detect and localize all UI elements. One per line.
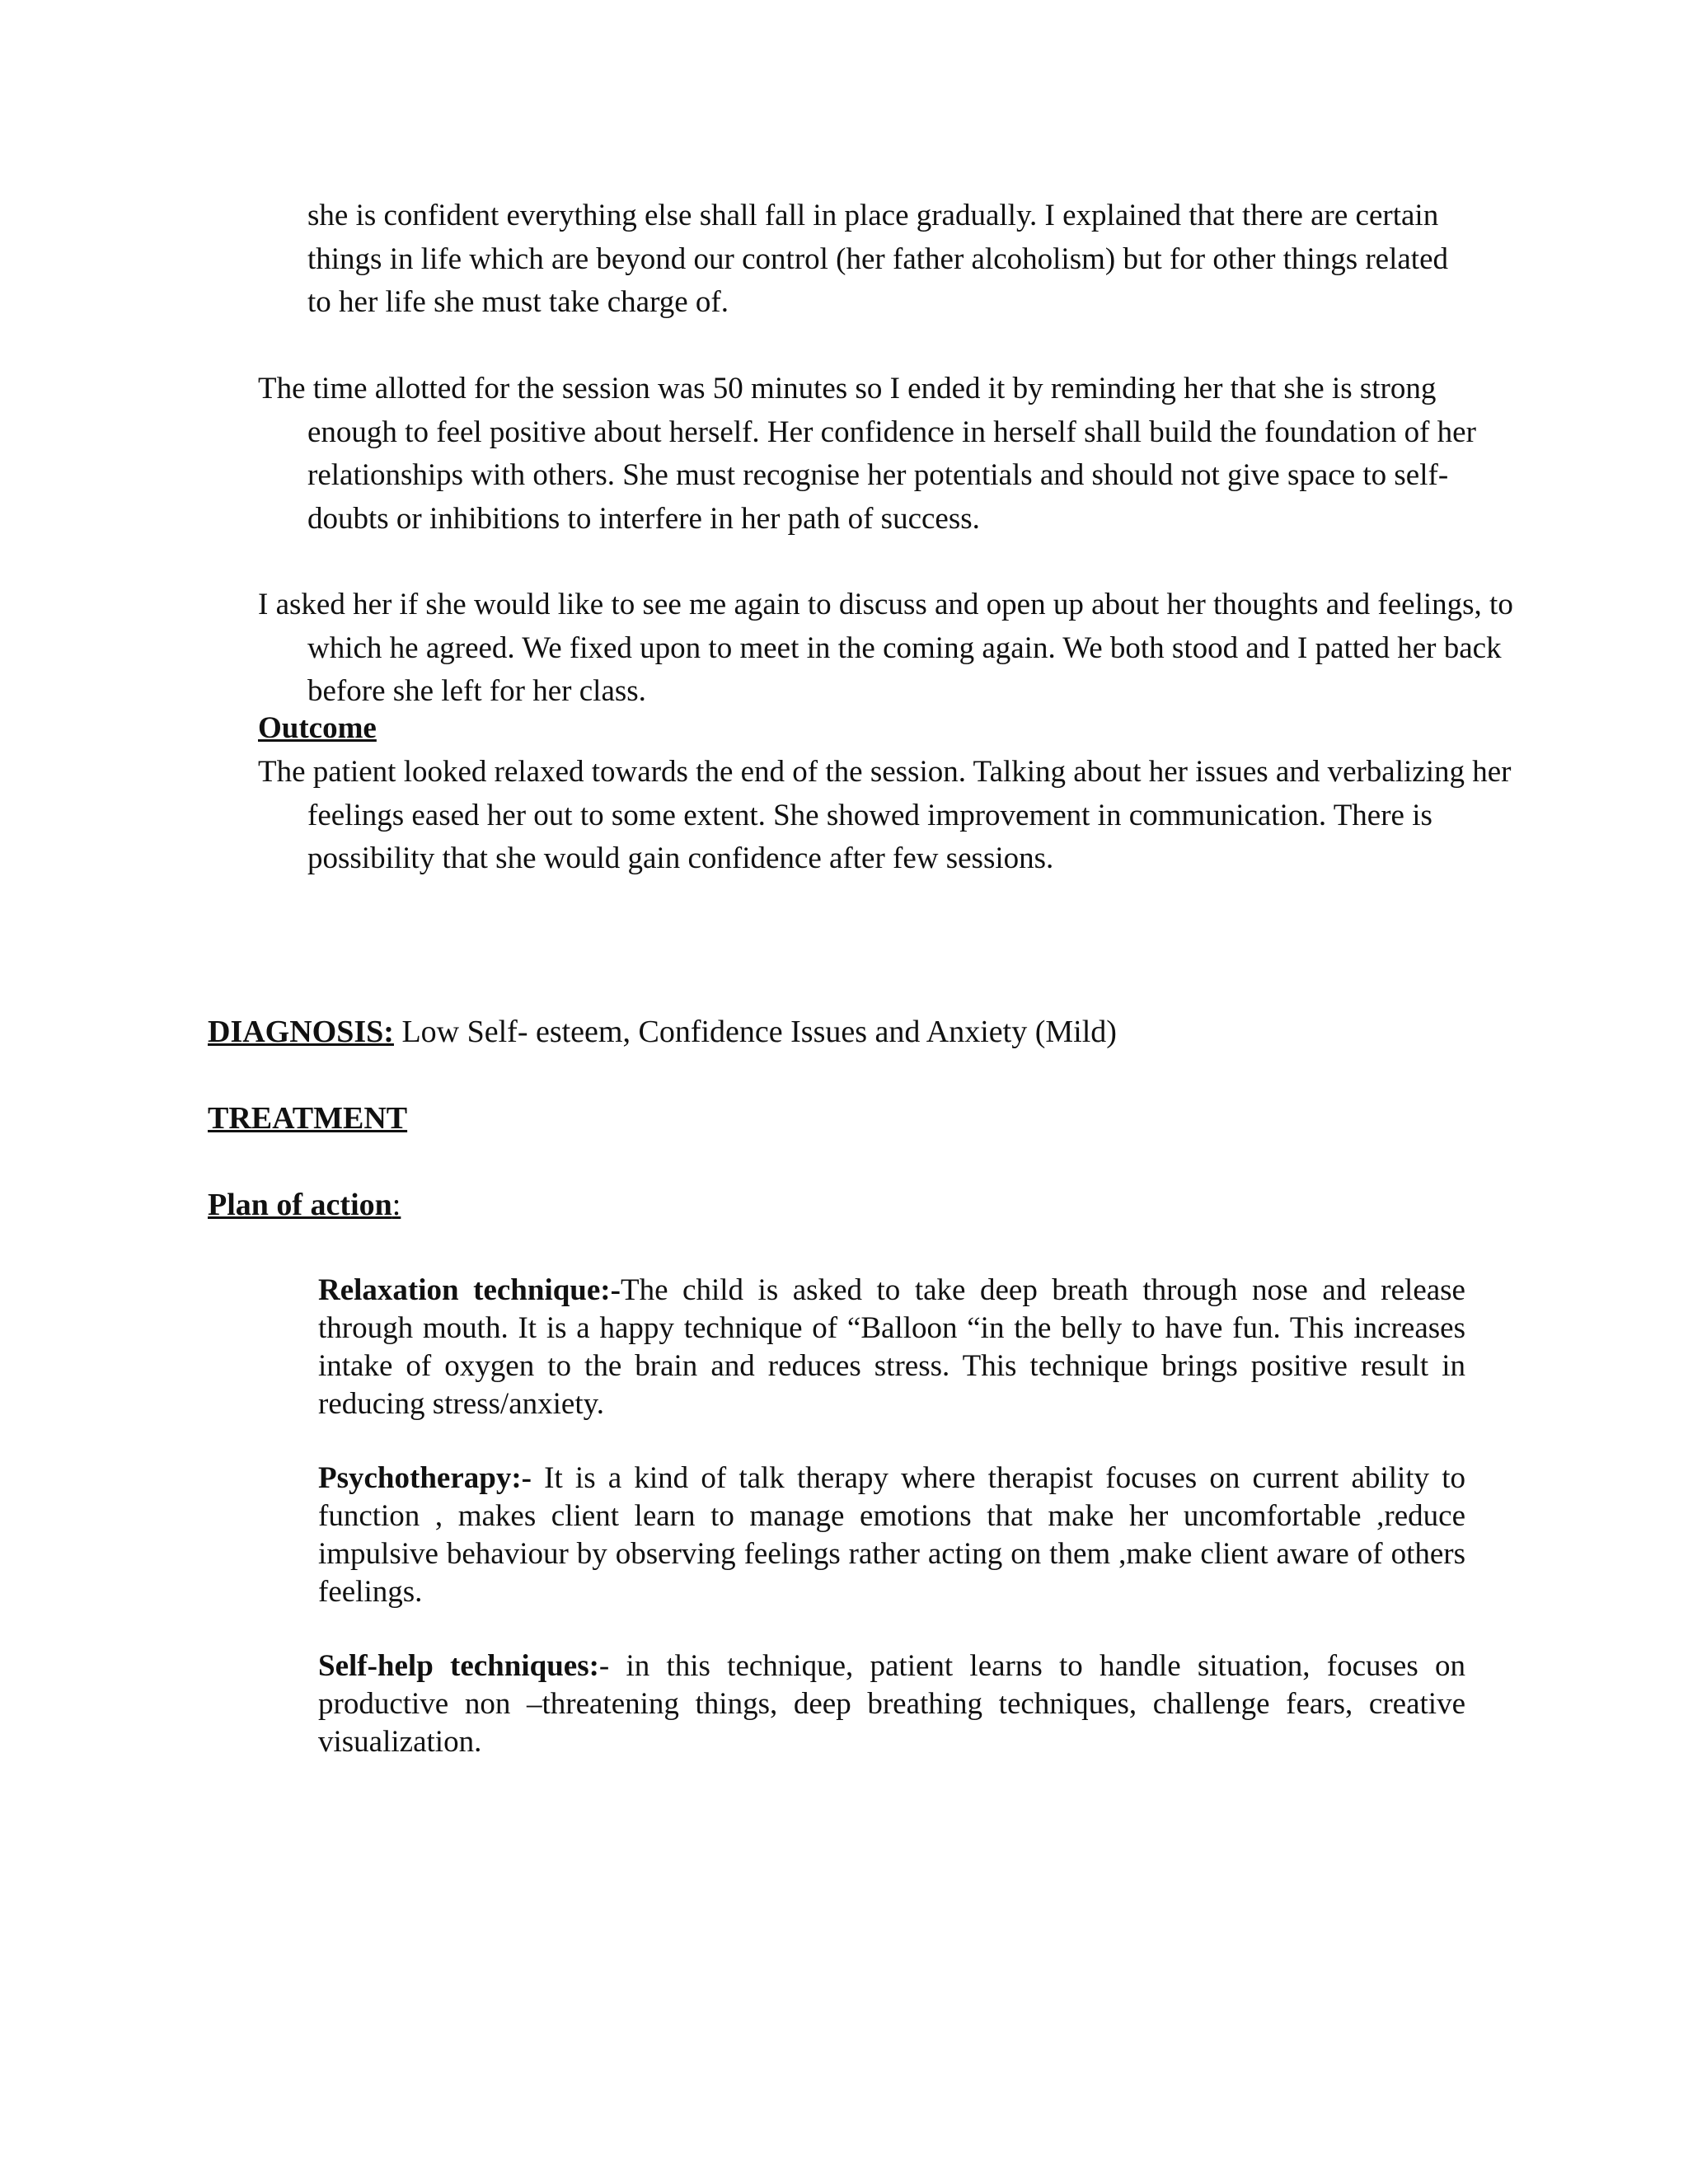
technique-text: The child is asked to take deep breath through nose and release through mouth. It is a happy technique of “Balloon “in the belly to have fun. This increases intake of oxygen to the brain and reduces stress. This technique brings positive result in reducing stress/anxiety. — [318, 1273, 1465, 1421]
technique-psychotherapy — [318, 1460, 1465, 1611]
treatment-heading: TREATMENT — [208, 1101, 408, 1136]
plan-of-action-line — [208, 1183, 401, 1226]
technique-text: - in this technique, patient learns to handle situation, focuses on productive non –threatening things, deep breathing techniques, challenge fears, creative visualization. — [318, 1649, 1465, 1759]
technique-label: Relaxation technique:- — [318, 1273, 621, 1307]
plan-of-action-colon: : — [392, 1188, 401, 1222]
diagnosis-label: DIAGNOSIS: — [208, 1015, 394, 1049]
technique-relaxation — [318, 1272, 1465, 1423]
diagnosis-line — [208, 1010, 1117, 1053]
technique-label: Self-help techniques: — [318, 1649, 599, 1683]
technique-label: Psychotherapy:- — [318, 1461, 532, 1495]
paragraph-session-end: The time allotted for the session was 50 minutes so I ended it by reminding her that she is strong enough to feel positive about herself. Her confidence in herself shall build the foundation of her relationships with others. She must recognise her potentials and should not give space to self-doubts or inhibitions to interfere in her path of success. — [258, 372, 1476, 536]
technique-text: It is a kind of talk therapy where therapist focuses on current ability to function , makes client learn to manage emotions that make her uncomfortable ,reduce impulsive behaviour by observing feelings rather acting on them ,make client aware of others feelings. — [318, 1461, 1465, 1609]
paragraph-next-meeting: I asked her if she would like to see me again to discuss and open up about her thoughts and feelings, to which he agreed. We fixed upon to meet in the coming again. We both stood and I patted her back before she left for her class. — [258, 588, 1513, 708]
paragraph-continuation: she is confident everything else shall fall in place gradually. I explained that there are certain things in life which are beyond our control (her father alcoholism) but for other things related to her life she must take charge of. — [307, 199, 1448, 319]
technique-self-help — [318, 1647, 1465, 1761]
diagnosis-text: Low Self- esteem, Confidence Issues and Anxiety (Mild) — [393, 1015, 1117, 1049]
plan-of-action-label: Plan of action — [208, 1188, 392, 1222]
outcome-text: The patient looked relaxed towards the end of the session. Talking about her issues and verbalizing her feelings eased her out to some extent. She showed improvement in communication. There is possibility that she would gain confidence after few sessions. — [258, 755, 1512, 875]
outcome-heading: Outcome — [258, 711, 377, 745]
